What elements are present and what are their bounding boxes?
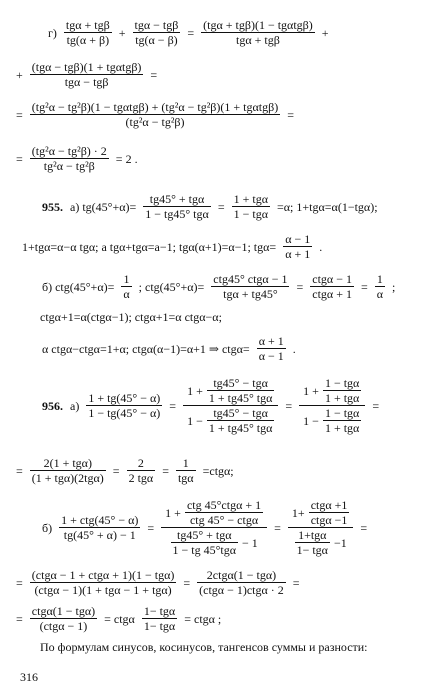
fraction: $\frac{2}{\text{2 tgα}}$	[128, 456, 154, 485]
expression-text: =α; 1+tgα=α(1−tgα);	[276, 199, 378, 214]
expression-text: ; ctg(45°+α)=	[138, 279, 205, 294]
operator: =	[162, 463, 169, 478]
expression-text: ctgα+1=α(ctgα−1); ctgα+1=α ctgα−α;	[40, 310, 222, 324]
fraction: $\frac{\text{tgα + tgβ}}{tg(\alpha + \beta)}$	[65, 18, 110, 47]
fraction: $\frac{\text{(tg²α − tg²β)(1 − tgαtgβ) + (tg²α − tg²β)(1 + tgαtgβ)}}{\text{(tg²α − tg²β)}}$	[31, 100, 279, 129]
operator: =	[360, 520, 368, 535]
operator: =	[16, 151, 23, 166]
operator: =	[296, 279, 304, 294]
operator: =	[16, 611, 23, 626]
item-label: а)	[70, 398, 80, 413]
fraction: $\frac{1 + tg(45^\circ - \alpha)}{1 - tg(45^\circ - \alpha)}$	[88, 391, 161, 420]
problem-955-line1	[40, 192, 380, 221]
operator: =	[16, 107, 23, 122]
expression-text: α ctgα−ctgα=1+α; ctgα(α−1)=α+1 ⇒ ctgα=	[42, 341, 250, 356]
operator: =	[285, 398, 293, 413]
footer-text: По формулам синусов, косинусов, тангенсов суммы и разности:	[40, 640, 368, 654]
fraction: $\frac{\text{tgα − tgβ}}{tg(\alpha - \beta)}$	[134, 18, 179, 47]
operator: =	[187, 25, 195, 40]
fraction: $\frac{1}{\text{tgα}}$	[177, 456, 194, 485]
fraction: $\frac{\text{2ctgα(1 − tgα)}}{\text{(ctgα − 1)ctgα · 2}}$	[199, 568, 284, 597]
operator: =	[147, 520, 155, 535]
fraction: $\frac{\alpha - 1}{\alpha + 1}$	[285, 232, 311, 261]
fraction: $\frac{\text{1 + tgα}}{\text{1 − tgα}}$	[233, 192, 268, 221]
problem-955-line3	[40, 272, 397, 301]
compound-fraction: 1 + $\frac{\text{tg45° − tgα}}{\text{1 + tg45° tgα}}$ 1 − $\frac{\text{tg45° − tgα}}{\text{1 + tg45° tgα}}$	[183, 376, 278, 435]
operator: =	[183, 575, 191, 590]
expression-text: б) ctg(45°+α)=	[42, 279, 115, 294]
problem-955-line2	[20, 232, 324, 261]
item-label: б)	[42, 520, 53, 535]
operator: =	[150, 67, 158, 82]
operator: ;	[392, 279, 396, 294]
fraction: $\frac{\text{ctgα − 1}}{\text{ctgα + 1}}$	[312, 272, 352, 301]
fraction: $\frac{\text{(tgα − tgβ)(1 + tgαtgβ)}}{\text{tgα − tgβ}}$	[31, 60, 142, 89]
expression-text: 1+tgα=α−α tgα; а tgα+tgα=a−1; tgα(α+1)=α−1; tgα=	[22, 239, 277, 254]
compound-fraction: 1 + $\frac{\text{ctg 45°ctgα + 1}}{\text{ctg 45° − ctgα}}$ $\frac{\text{tg45° + tgα}}{\text{1 − tg 45°tgα}}$ − 1	[161, 498, 267, 557]
fraction: $\frac{\text{(ctgα − 1 + ctgα + 1)(1 − tgα)}}{\text{(ctgα − 1)(1 + tgα − 1 + tgα)}}$	[31, 568, 175, 597]
operator: +	[16, 67, 23, 82]
operator: =	[292, 575, 300, 590]
operator: =	[274, 520, 281, 535]
operator: =	[360, 279, 368, 294]
fraction: $\frac{\text{2(1 + tgα)}}{\text{(1 + tgα)(2tgα)}}$	[31, 456, 104, 485]
compound-fraction: 1+ $\frac{\text{ctgα +1}}{\text{ctgα −1}}$ $\frac{\text{1+tgα}}{\text{1− tgα}}$ −1	[288, 498, 354, 557]
problem-956-line4	[40, 498, 369, 557]
fraction: $\frac{\alpha + 1}{\alpha - 1}$	[258, 334, 284, 363]
expression-tail: = ctgα ;	[184, 611, 222, 626]
operator: =	[169, 398, 177, 413]
eq-g-line1	[46, 18, 331, 47]
operator: =	[287, 107, 295, 122]
problem-955-line5	[40, 334, 298, 363]
fraction: $\frac{\text{ctgα(1 − tgα)}}{\text{(ctgα − 1)}}$	[31, 604, 96, 633]
expression-tail: =ctgα;	[202, 463, 234, 478]
fraction: $\frac{\text{tg45° + tgα}}{\text{1 − tg45° tgα}}$	[145, 192, 209, 221]
operator: =	[16, 575, 23, 590]
operator: .	[319, 239, 323, 254]
expression-text: = ctgα	[104, 611, 135, 626]
fraction: $\frac{1}{\alpha}$	[123, 272, 130, 301]
problem-number: 955.	[42, 199, 63, 214]
page-number: 316	[20, 670, 38, 684]
problem-956-line6	[14, 604, 223, 633]
fraction: $\frac{\text{ctg45° ctgα − 1}}{\text{tgα + tg45°}}$	[213, 272, 288, 301]
item-label: г)	[48, 25, 57, 40]
problem-956-line3	[14, 456, 236, 485]
operator: =	[372, 398, 380, 413]
expression-text: а) tg(45°+α)=	[70, 199, 137, 214]
problem-955-line4	[40, 310, 222, 324]
fraction: $\frac{\text{(tgα + tgβ)(1 − tgαtgβ)}}{\text{tgα + tgβ}}$	[203, 18, 313, 47]
operator: =	[112, 463, 120, 478]
operator: +	[118, 25, 126, 40]
problem-956-line1	[40, 376, 381, 435]
operator: .	[292, 341, 296, 356]
problem-956-line5	[14, 568, 302, 597]
eq-g-line4	[14, 144, 140, 173]
operator: =	[16, 463, 23, 478]
fraction: $\frac{\text{1 + ctg(45° − α)}}{tg(45^\circ + \alpha) - 1}$	[61, 513, 139, 542]
fraction: $\frac{\text{1− tgα}}{\text{1− tgα}}$	[143, 604, 176, 633]
eq-g-line3	[14, 100, 296, 129]
fraction: $\frac{\text{(tg²α − tg²β) · 2}}{\text{tg²α − tg²β}}$	[31, 144, 107, 173]
eq-g-line2	[14, 60, 159, 89]
fraction: $\frac{1}{\alpha}$	[376, 272, 384, 301]
expression-tail: = 2 .	[115, 151, 138, 166]
operator: =	[217, 199, 225, 214]
operator: +	[321, 25, 329, 40]
compound-fraction: 1 + $\frac{\text{1 − tgα}}{\text{1 + tgα}}$ 1 − $\frac{\text{1 − tgα}}{\text{1 + tgα}}$	[299, 376, 365, 435]
problem-number: 956.	[42, 398, 63, 413]
